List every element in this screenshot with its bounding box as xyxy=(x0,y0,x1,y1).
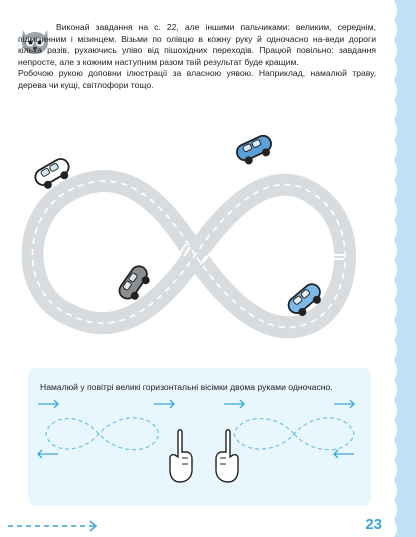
instructions-block xyxy=(18,22,376,92)
hand-right-icon xyxy=(214,428,240,484)
arrow-left-icon xyxy=(334,450,354,458)
air-eight-guides xyxy=(34,396,364,486)
arrow-right-icon xyxy=(224,400,244,408)
page-number: 23 xyxy=(365,516,382,533)
car-white-icon xyxy=(30,152,74,192)
instructions-paragraph-1: Виконай завдання на с. 22, але іншими пальчиками: великим, середнім, підмізинним і мізинцем. Візьми по олівцю в кожну руку й одночасно на-веди дороги кілька разів, рухаючись уліво від пішохідних переходів. Працюй повільно: завдання непросте, але з кожним наступним разом твій результат буде кращим. xyxy=(18,22,376,67)
wavy-border-icon xyxy=(394,0,416,537)
arrow-right-icon xyxy=(154,400,174,408)
left-eight-guide xyxy=(46,418,159,450)
instructions-paragraph-2: Робочою рукою доповни ілюстрації за власною уявою. Наприклад, намалюй траву, дерева чи кущі, світлофори тощо. xyxy=(18,68,376,90)
page-side-border xyxy=(394,0,416,537)
arrow-right-icon xyxy=(38,400,58,408)
arrow-right-icon xyxy=(334,400,354,408)
car-lightblue-icon xyxy=(282,278,328,318)
right-eight-guide xyxy=(234,418,354,450)
footer-arrow-icon xyxy=(6,519,100,533)
arrow-left-icon xyxy=(38,450,58,458)
car-blue-icon xyxy=(232,128,276,168)
task-text: Намалюй у повітрі великі горизонтальні вісімки двома руками одночасно. xyxy=(40,382,333,392)
car-gray-icon xyxy=(112,262,156,304)
hand-left-icon xyxy=(168,428,194,484)
